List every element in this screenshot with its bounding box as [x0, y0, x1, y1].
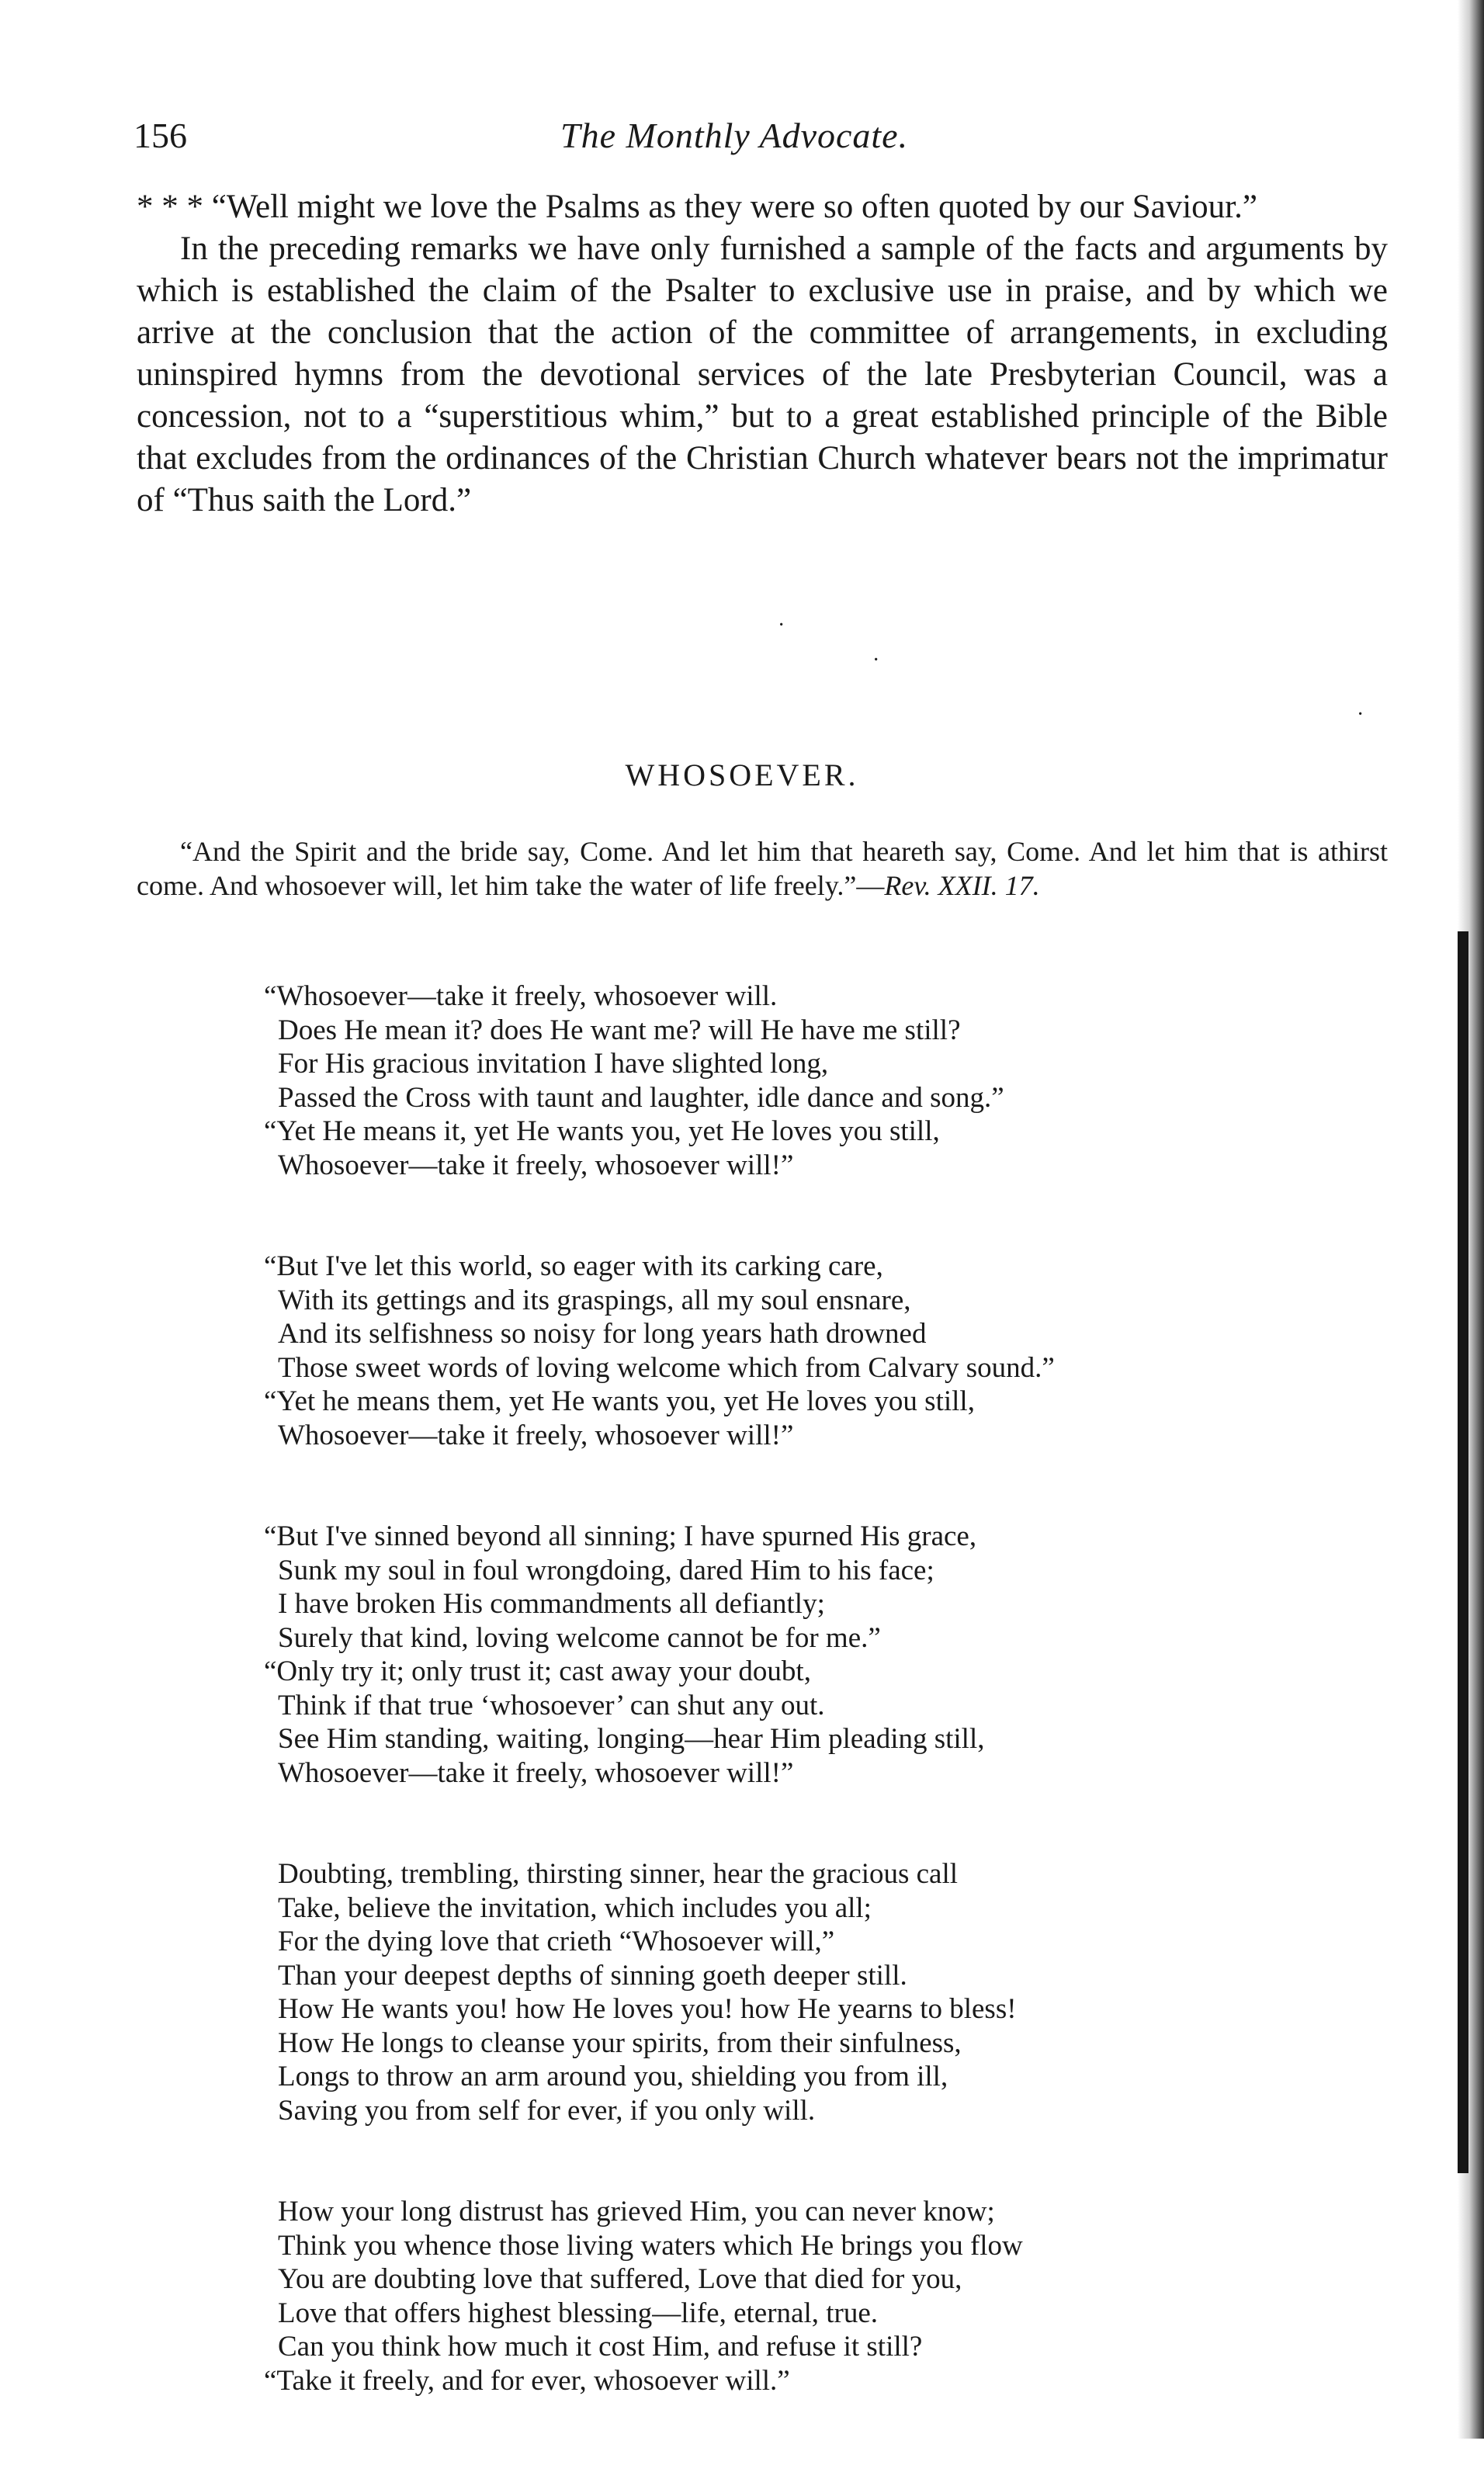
poem-line: Take, believe the invitation, which includes you all; [278, 1891, 872, 1924]
poem-line: Whosoever—take it freely, whosoever will!” [278, 1419, 794, 1451]
poem-line: Saving you from self for ever, if you only will. [278, 2094, 816, 2127]
poem-stanza [248, 979, 1351, 1182]
section-title: WHOSOEVER. [625, 758, 859, 792]
poem-line: Can you think how much it cost Him, and refuse it still? [278, 2331, 923, 2363]
page-binding-edge [1458, 931, 1468, 2173]
page-number: 156 [133, 116, 187, 155]
poem-stanza [248, 1520, 1351, 1790]
poem-line: “Yet he means them, yet He wants you, yet He loves you still, [264, 1385, 975, 1417]
poem-line: “But I've let this world, so eager with its carking care, [264, 1250, 883, 1282]
poem-line: Sunk my soul in foul wrongdoing, dared Him to his face; [278, 1554, 934, 1586]
poem-line: How He wants you! how He loves you! how He yearns to bless! [278, 1993, 1017, 2025]
poem-line: Than your deepest depths of sinning goeth deeper still. [278, 1959, 907, 1992]
poem-line: Passed the Cross with taunt and laughter, idle dance and song.” [278, 1081, 1004, 1114]
epigraph-citation: Rev. XXII. 17. [884, 870, 1040, 901]
poem-line: How your long distrust has grieved Him, you can never know; [278, 2196, 995, 2228]
poem-line: “Only try it; only trust it; cast away your doubt, [264, 1655, 811, 1687]
poem-line: Think you whence those living waters which He brings you flow [278, 2229, 1023, 2262]
poem-line: Does He mean it? does He want me? will He have me still? [278, 1014, 961, 1046]
poem-line: For the dying love that crieth “Whosoever will,” [278, 1926, 835, 1957]
poem-line: “Yet He means it, yet He wants you, yet He loves you still, [264, 1115, 940, 1147]
poem-line: And its selfishness so noisy for long years hath drowned [278, 1318, 927, 1350]
poem-line: With its gettings and its graspings, all my soul ensnare, [278, 1284, 911, 1316]
running-title: The Monthly Advocate. [560, 116, 909, 155]
poem-stanza [248, 1250, 1351, 1452]
poem-line: Think if that true ‘whosoever’ can shut any out. [278, 1689, 825, 1721]
page-header [133, 115, 1391, 169]
dot-ornament: · [872, 648, 880, 672]
poem-line: Whosoever—take it freely, whosoever will!” [278, 1149, 794, 1181]
prose-block [137, 186, 1388, 522]
poem-line: Doubting, trembling, thirsting sinner, hear the gracious call [278, 1858, 959, 1890]
poem-line: See Him standing, waiting, longing—hear Him pleading still, [278, 1723, 985, 1755]
poem-line: For His gracious invitation I have slighted long, [278, 1048, 829, 1080]
poem-line: “Whosoever—take it freely, whosoever will. [264, 980, 778, 1012]
poem-stanza [248, 2195, 1351, 2397]
prose-paragraph-1: * * * “Well might we love the Psalms as they were so often quoted by our Saviour.” [137, 189, 1257, 225]
poem-line: You are doubting love that suffered, Love that died for you, [278, 2263, 962, 2295]
epigraph [137, 834, 1388, 903]
poem-line: “But I've sinned beyond all sinning; I have spurned His grace, [264, 1520, 977, 1552]
poem [248, 979, 1351, 2465]
poem-line: How He longs to cleanse your spirits, from their sinfulness, [278, 2026, 962, 2059]
poem-line: Love that offers highest blessing—life, eternal, true. [278, 2297, 879, 2329]
poem-line: Whosoever—take it freely, whosoever will!” [278, 1756, 794, 1789]
poem-line: Those sweet words of loving welcome which from Calvary sound.” [278, 1351, 1055, 1384]
dot-ornament: · [1357, 702, 1364, 726]
poem-line: Longs to throw an arm around you, shielding you from ill, [278, 2061, 948, 2092]
poem-line: Surely that kind, loving welcome cannot be for me.” [278, 1621, 881, 1654]
epigraph-text: “And the Spirit and the bride say, Come. And let him that heareth say, Come. And let him that is athirst come. And whosoever will, let him take the water of life freely.”— [137, 836, 1388, 901]
poem-line: I have broken His commandments all defiantly; [278, 1588, 825, 1620]
dot-ornament: · [778, 613, 785, 637]
poem-line: “Take it freely, and for ever, whosoever will.” [264, 2364, 790, 2397]
poem-stanza [248, 1857, 1351, 2127]
prose-paragraph-2: In the preceding remarks we have only furnished a sample of the facts and arguments by which is established the claim of the Psalter to exclusive use in praise, and by which we arrive at the conclusion that the action of the committee of arrangements, in excluding uninspired hymns from the devotional services of the late Presbyterian Council, was a concession, not to a “superstitious whim,” but to a great established principle of the Bible that excludes from the ordinances of the Christian Church whatever bears not the imprimatur of “Thus saith the Lord.” [137, 231, 1388, 518]
